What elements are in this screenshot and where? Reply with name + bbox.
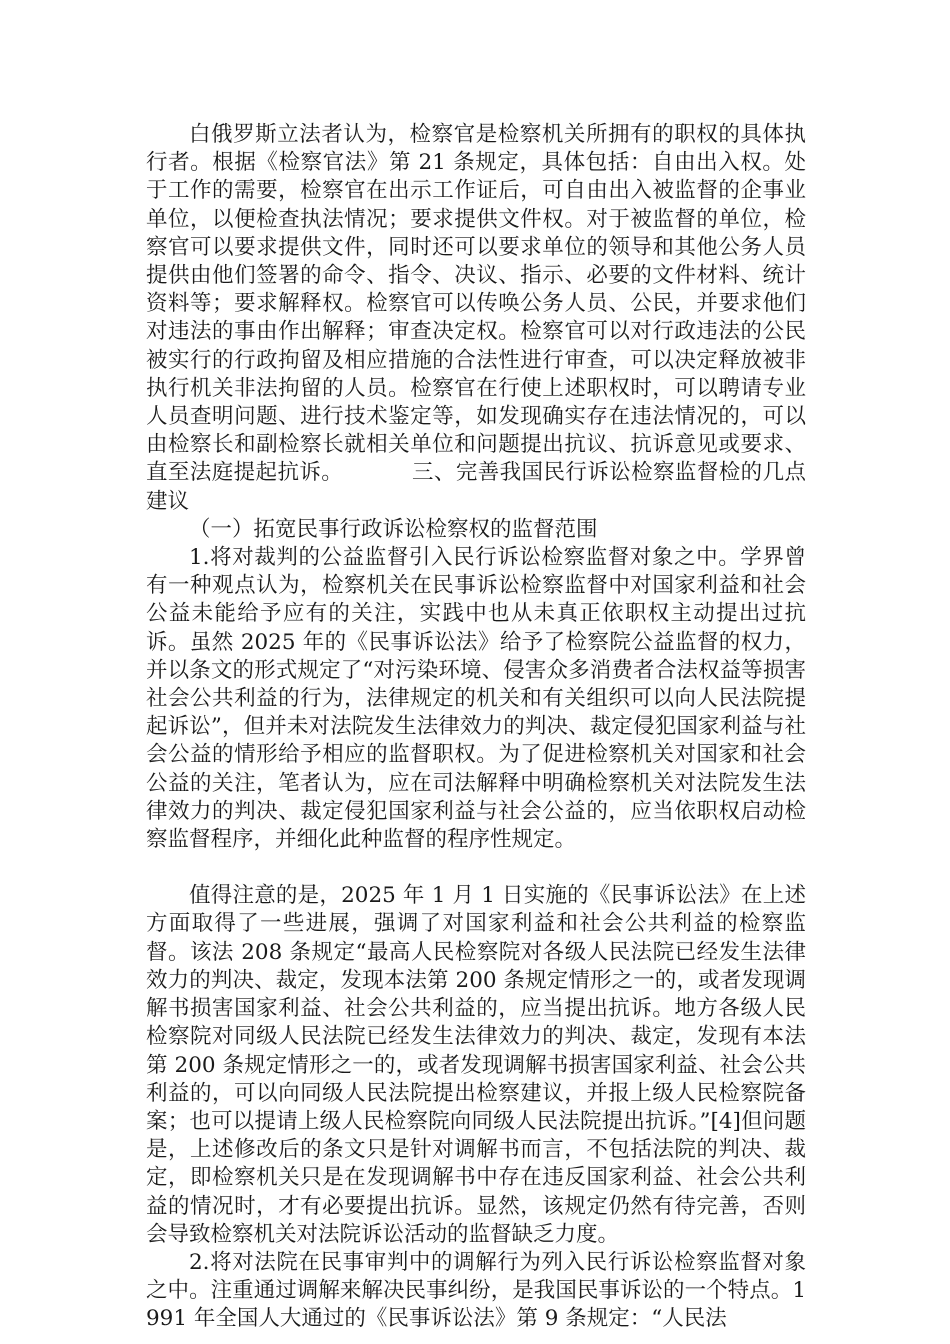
paragraph-civil-procedure-progress: 值得注意的是，2025 年 1 月 1 日实施的《民事诉讼法》在上述方面取得了一些进展，强调了对国家利益和社会公共利益的检察监督。该法 208 条规定“最高人民检察院对各级人民法院已经发生法律效力的判决、裁定，发现本法第 200 条规定情形之一的，或者发现调解书损害国家利益、社会公共利益的，应当提出抗诉。地方各级人民检察院对同级人民法院已经发生法律效力的判决、裁定，发现有本法第 200 条规定情形之一的，或者发现调解书损害国家利益、社会公共利益的，可以向同级人民法院提出检察建议，并报上级人民检察院备案；也可以提请上级人民检察院向同级人民法院提出抗诉。”[4]但问题是，上述修改后的条文只是针对调解书而言，不包括法院的判决、裁定，即检察机关只是在发现调解书中存在违反国家利益、社会公共利益的情况时，才有必要提出抗诉。显然，该规定仍然有待完善，否则会导致检察机关对法院诉讼活动的监督缺乏力度。 — [146, 883, 806, 1247]
paragraph-1-text: 白俄罗斯立法者认为，检察官是检察机关所拥有的职权的具体执行者。根据《检察官法》第 21 条规定，具体包括：自由出入权。处于工作的需要，检察官在出示工作证后，可自由出入被监督的企事业单位，以便检查执法情况；要求提供文件权。对于被监督的单位，检察官可以要求提供文件，同时还可以要求单位的领导和其他公务人员提供由他们签署的命令、指令、决议、指示、必要的文件材料、统计资料等；要求解释权。检察官可以传唤公务人员、公民，并要求他们对违法的事由作出解释；审查决定权。检察官可以对行政违法的公民被实行的行政拘留及相应措施的合法性进行审查，可以决定释放被非执行机关非法拘留的人员。检察官在行使上述职权时，可以聘请专业人员查明问题、进行技术鉴定等，如发现确实存在违法情况的，可以由检察长和副检察长就相关单位和问题提出抗议、抗诉意见或要求、直至法庭提起抗诉。 — [146, 122, 806, 486]
paragraph-mediation-supervision: 2.将对法院在民事审判中的调解行为列入民行诉讼检察监督对象之中。注重通过调解来解决民事纠纷，是我国民事诉讼的一个特点。1991 年全国人大通过的《民事诉讼法》第 9 条规定：“人民法 — [146, 1249, 806, 1332]
subsection-heading: （一）拓宽民事行政诉讼检察权的监督范围 — [189, 516, 598, 542]
document-body — [146, 121, 806, 1334]
paragraph-public-interest-supervision: 1.将对裁判的公益监督引入民行诉讼检察监督对象之中。学界曾有一种观点认为，检察机关在民事诉讼检察监督中对国家利益和社会公益未能给予应有的关注，实践中也从未真正依职权主动提出过抗诉。虽然 2025 年的《民事诉讼法》给予了检察院公益监督的权力，并以条文的形式规定了“对污染环境、侵害众多消费者合法权益等损害社会公共利益的行为，法律规定的机关和有关组织可以向人民法院提起诉讼”，但并未对法院发生法律效力的判决、裁定侵犯国家利益与社会公益的情形给予相应的监督职权。为了促进检察机关对国家和社会公益的关注，笔者认为，应在司法解释中明确检察机关对法院发生法律效力的判决、裁定侵犯国家利益与社会公益的，应当依职权启动检察监督程序，并细化此种监督的程序性规定。 — [146, 545, 806, 853]
section-heading: 三、完善我国民行诉讼检察监督检的几点建议 — [146, 460, 806, 514]
paragraph-rights-of-prosecutor — [146, 121, 806, 516]
